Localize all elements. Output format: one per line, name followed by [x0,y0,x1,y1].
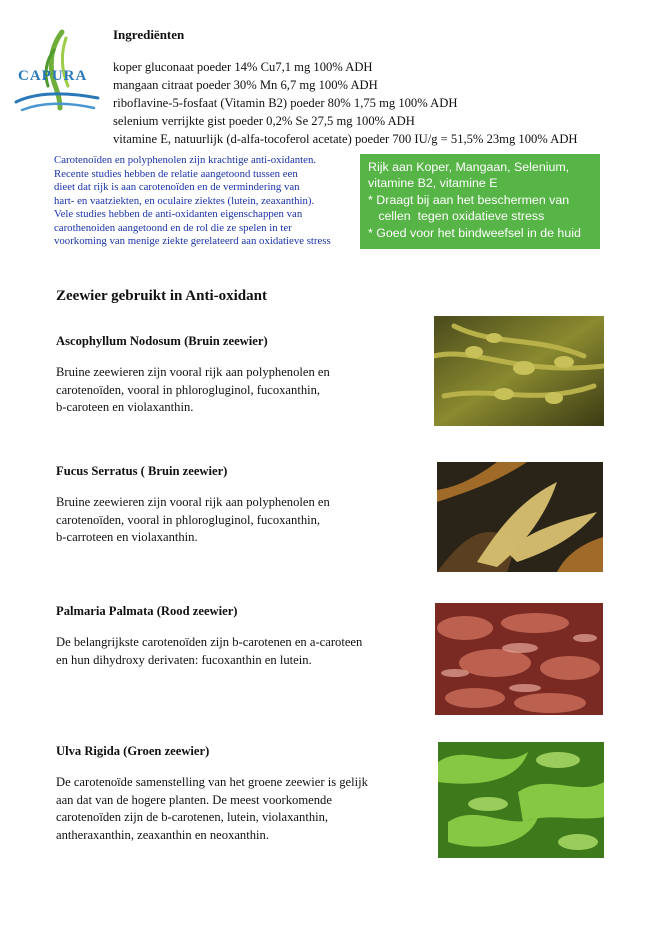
seaweed-description [56,774,368,844]
description-line: De carotenoïde samenstelling van het groene zeewier is gelijk [56,775,368,789]
capura-logo [10,28,106,120]
benefit-line: vitamine B2, vitamine E [368,176,498,191]
seaweed-title: Fucus Serratus ( Bruin zeewier) [56,464,228,478]
info-line: Carotenoïden en polyphenolen zijn krachtige anti-oxidanten. [54,154,317,166]
ingredient-line: mangaan citraat poeder 30% Mn 6,7 mg 100% ADH [113,78,378,92]
benefit-line: cellen tegen oxidatieve stress [368,209,545,224]
description-line: Bruine zeewieren zijn vooral rijk aan polyphenolen en [56,495,330,509]
antioxidant-info-text [54,154,354,249]
ingredient-line: koper gluconaat poeder 14% Cu7,1 mg 100% ADH [113,60,373,74]
ingredient-line: riboflavine-5-fosfaat (Vitamin B2) poeder 80% 1,75 mg 100% ADH [113,96,458,110]
palmaria-palmata-photo [435,603,603,715]
info-line: voorkoming van menige ziekte gerelateerd aan oxidatieve stress [54,235,331,247]
seaweed-title: Ulva Rigida (Groen zeewier) [56,744,210,758]
benefit-line: * Goed voor het bindweefsel in de huid [368,225,581,240]
ingredient-line: selenium verrijkte gist poeder 0,2% Se 27,5 mg 100% ADH [113,114,415,128]
seaweed-description [56,364,330,417]
benefit-line: Rijk aan Koper, Mangaan, Selenium, [368,160,570,174]
info-line: Vele studies hebben de anti-oxidanten eigenschappen van [54,208,303,220]
info-line: carothenoiden aangetoond en de rol die ze spelen in ter [54,221,292,234]
description-line: antheraxanthin, zeaxanthin en neoxanthin. [56,827,269,842]
benefits-highlight-box [360,154,600,249]
info-line: hart- en vaatziekten, en oculaire ziektes (lutein, zeaxanthin). [54,194,315,207]
seaweed-description [56,494,330,547]
ulva-rigida-photo [438,742,604,858]
description-line: aan dat van de hogere planten. De meest voorkomende [56,792,332,807]
description-line: Bruine zeewieren zijn vooral rijk aan polyphenolen en [56,365,330,379]
seaweed-description [56,634,362,669]
description-line: en hun dihydroxy derivaten: fucoxanthin en lutein. [56,652,312,667]
info-line: Recente studies hebben de relatie aangetoond tussen een [54,167,298,180]
description-line: b-carroteen en violaxanthin. [56,530,198,544]
description-line: De belangrijkste carotenoïden zijn b-carotenen en a-caroteen [56,635,363,649]
fucus-serratus-photo [437,462,603,572]
seaweed-title: Ascophyllum Nodosum (Bruin zeewier) [56,334,268,348]
description-line: carotenoïden, vooral in phlorogluginol, fucoxanthin, [56,382,321,397]
section-heading: Zeewier gebruikt in Anti-oxidant [56,288,267,304]
description-line: b-caroteen en violaxanthin. [56,400,194,414]
ingredients-title: Ingrediënten [113,27,185,42]
ingredient-line: vitamine E, natuurlijk (d-alfa-tocoferol acetate) poeder 700 IU/g = 51,5% 23mg 100% ADH [113,132,578,146]
seaweed-title: Palmaria Palmata (Rood zeewier) [56,604,238,618]
description-line: carotenoïden, vooral in phlorogluginol, fucoxanthin, [56,512,321,527]
info-line: dieet dat rijk is aan carotenoïden en de vermindering van [54,181,300,193]
benefit-line: * Draagt bij aan het beschermen van [368,192,570,207]
description-line: carotenoïden zijn de b-carotenen, lutein, violaxanthin, [56,810,329,824]
ingredients-list [113,58,578,148]
ascophyllum-photo [434,316,604,426]
brand-name: CAPURA [18,68,88,84]
